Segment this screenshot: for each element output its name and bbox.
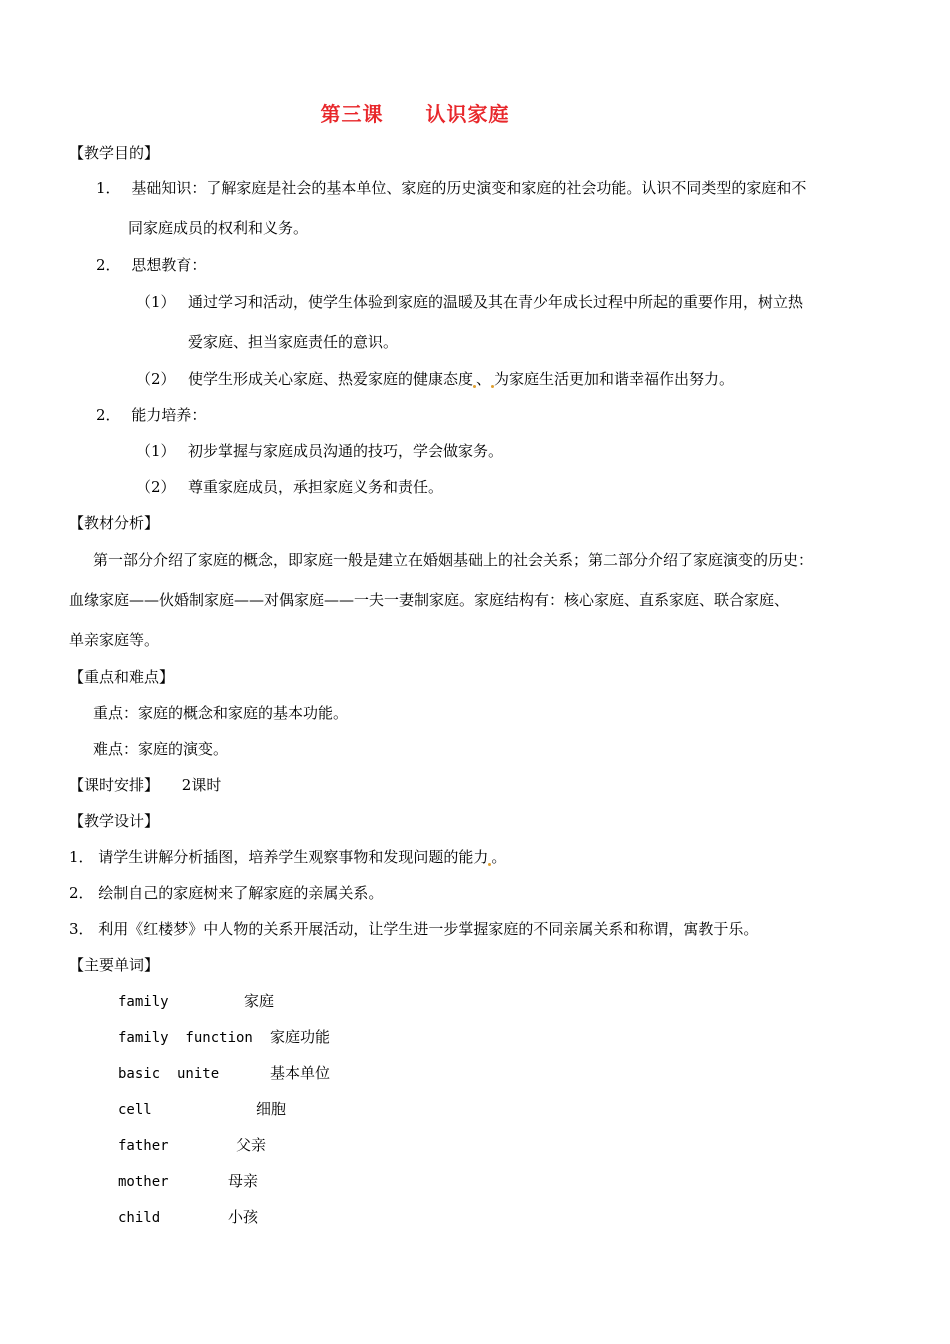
vocab-chinese: 基本单位 xyxy=(270,1064,331,1082)
objective-1-number: 1． xyxy=(96,179,121,197)
vocab-chinese: 母亲 xyxy=(228,1172,259,1190)
vocab-row xyxy=(118,1099,287,1120)
design-item-1-text: 1． 请学生讲解分析插图，培养学生观察事物和发现问题的能力 xyxy=(69,848,489,866)
keypoint-difficult: 难点：家庭的演变。 xyxy=(93,740,229,758)
analysis-line-3: 单亲家庭等。 xyxy=(69,631,160,649)
vocab-english: family function xyxy=(118,1030,253,1046)
objective-3-sub1-number: （1） xyxy=(136,442,176,460)
vocab-english: cell xyxy=(118,1102,152,1118)
design-header: 【教学设计】 xyxy=(69,812,160,830)
objective-1-text-line2: 同家庭成员的权利和义务。 xyxy=(128,219,309,237)
vocab-english: child xyxy=(118,1210,161,1226)
objective-2-sub1 xyxy=(136,292,804,312)
vocab-row xyxy=(118,1135,267,1156)
objective-3-sub1-text: 初步掌握与家庭成员沟通的技巧，学会做家务。 xyxy=(188,442,504,460)
keypoint-key: 重点：家庭的概念和家庭的基本功能。 xyxy=(93,704,349,722)
vocab-english: mother xyxy=(118,1174,169,1190)
vocab-row xyxy=(118,1207,259,1228)
objective-3-label: 能力培养： xyxy=(131,406,207,424)
objective-2-sub1-line2: 爱家庭、担当家庭责任的意识。 xyxy=(188,333,399,351)
vocabulary-header: 【主要单词】 xyxy=(69,956,160,974)
vocab-english: family xyxy=(118,994,169,1010)
vocab-row xyxy=(118,1063,331,1084)
vocab-english: father xyxy=(118,1138,169,1154)
objective-3-sub2 xyxy=(136,477,444,497)
vocab-chinese: 小孩 xyxy=(228,1208,259,1226)
objective-2-sub2-text-b: 、 xyxy=(476,370,492,388)
objectives-header: 【教学目的】 xyxy=(69,144,160,162)
objective-3-number: 2． xyxy=(96,406,121,424)
vocab-english: basic unite xyxy=(118,1066,220,1082)
objective-2-sub2-text xyxy=(188,369,734,389)
vocab-row xyxy=(118,991,275,1012)
objective-3-sub2-number: （2） xyxy=(136,478,176,496)
lesson-topic: 认识家庭 xyxy=(425,102,510,126)
objective-3 xyxy=(96,405,206,425)
objective-1-text-line1: 基础知识：了解家庭是社会的基本单位、家庭的历史演变和家庭的社会功能。认识不同类型的家庭和不 xyxy=(131,179,807,197)
objective-3-sub2-text: 尊重家庭成员，承担家庭义务和责任。 xyxy=(188,478,444,496)
objective-2-number: 2． xyxy=(96,256,121,274)
analysis-line-2: 血缘家庭——伙婚制家庭——对偶家庭——一夫一妻制家庭。家庭结构有：核心家庭、直系家庭、联合家庭、 xyxy=(69,591,790,609)
objective-3-sub1 xyxy=(136,441,504,461)
analysis-line-1: 第一部分介绍了家庭的概念，即家庭一般是建立在婚姻基础上的社会关系；第二部分介绍了家庭演变的历史： xyxy=(93,551,814,569)
keypoints-header: 【重点和难点】 xyxy=(69,668,175,686)
objective-2-sub2-text-a: 使学生形成关心家庭、热爱家庭的健康态度 xyxy=(188,370,474,388)
objective-2-sub2 xyxy=(136,369,735,389)
vocab-chinese: 父亲 xyxy=(236,1136,267,1154)
design-item-1-end: 。 xyxy=(491,848,507,866)
design-item-3: 3． 利用《红楼梦》中人物的关系开展活动，让学生进一步掌握家庭的不同亲属关系和称谓，寓教于乐。 xyxy=(69,920,759,938)
vocab-chinese: 家庭 xyxy=(244,992,275,1010)
objective-2-sub1-number: （1） xyxy=(136,293,176,311)
objective-2-sub2-text-c: 为家庭生活更加和谐幸福作出努力。 xyxy=(494,370,735,388)
schedule-header: 【课时安排】 xyxy=(69,776,160,794)
analysis-header: 【教材分析】 xyxy=(69,514,160,532)
objective-2-label: 思想教育： xyxy=(131,256,207,274)
design-item-1 xyxy=(69,847,506,867)
vocab-chinese: 细胞 xyxy=(256,1100,287,1118)
objective-1 xyxy=(96,178,806,198)
lesson-title xyxy=(0,98,830,127)
lesson-number: 第三课 xyxy=(320,102,384,126)
vocab-row xyxy=(118,1171,259,1192)
vocab-row xyxy=(118,1027,331,1048)
objective-2-sub2-number: （2） xyxy=(136,370,176,388)
objective-2-sub1-line1: 通过学习和活动，使学生体验到家庭的温暖及其在青少年成长过程中所起的重要作用，树立热 xyxy=(188,293,804,311)
schedule xyxy=(69,775,221,795)
schedule-value: 2课时 xyxy=(181,776,222,794)
design-item-2: 2． 绘制自己的家庭树来了解家庭的亲属关系。 xyxy=(69,884,384,902)
objective-2 xyxy=(96,255,206,275)
vocab-chinese: 家庭功能 xyxy=(270,1028,331,1046)
